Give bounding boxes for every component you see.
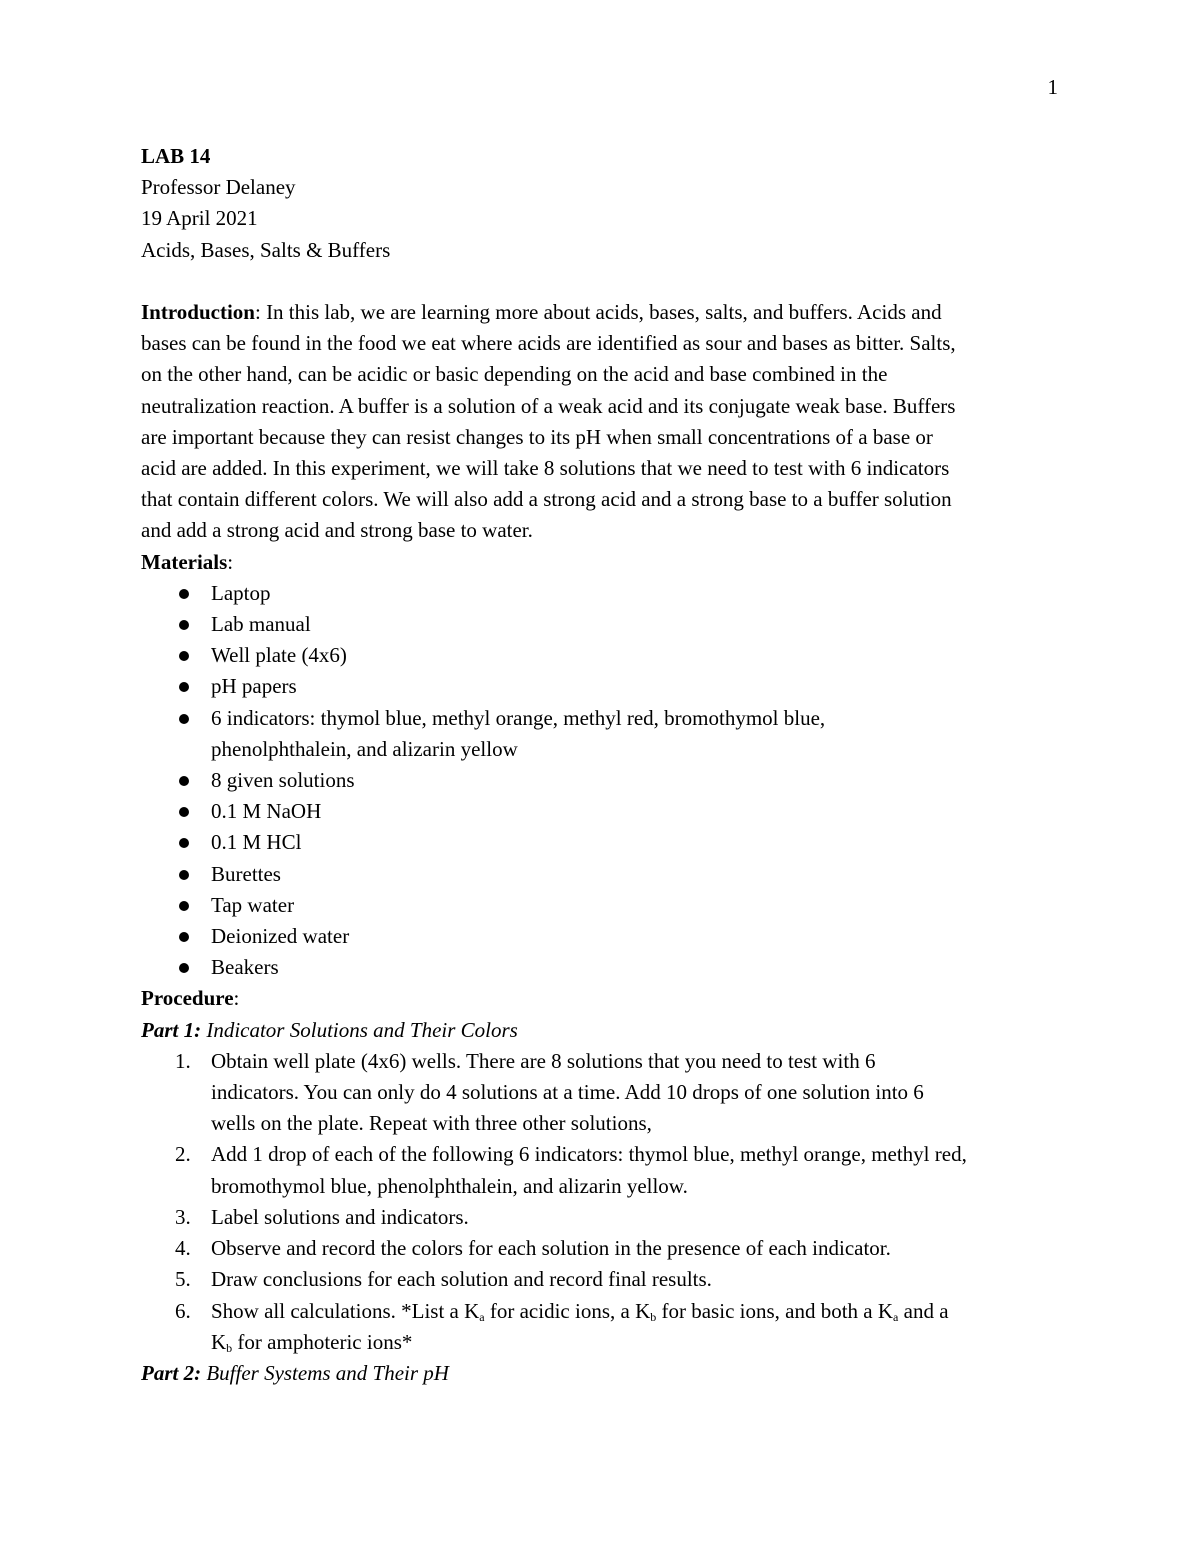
- bullet-icon: [179, 776, 189, 786]
- step-text: Obtain well plate (4x6) wells. There are 8 solutions that you need to test with 6: [211, 1048, 876, 1073]
- part-2-title: Buffer Systems and Their pH: [201, 1360, 449, 1385]
- introduction-section: [141, 297, 1061, 547]
- introduction-text: : In this lab, we are learning more about acids, bases, salts, and buffers. Acids and: [254, 300, 942, 324]
- page-number: 1: [1047, 75, 1058, 99]
- list-item-text: 0.1 M NaOH: [211, 799, 322, 824]
- part-1-label: Part 1:: [141, 1017, 202, 1042]
- list-item: [141, 952, 1061, 983]
- subscript: b: [226, 1340, 233, 1355]
- step-number: 1.: [175, 1048, 191, 1073]
- step-number: 5.: [175, 1267, 191, 1292]
- introduction-line: on the other hand, can be acidic or basic depending on the acid and base combined in the: [141, 362, 888, 387]
- introduction-line: acid are added. In this experiment, we will take 8 solutions that we need to test with 6 indicators: [141, 456, 950, 481]
- list-item: [141, 578, 1061, 609]
- list-item: [141, 609, 1061, 640]
- list-item: [141, 1046, 1061, 1140]
- part-2-label: Part 2:: [141, 1360, 202, 1385]
- materials-label: Materials: [141, 549, 228, 574]
- step-text: for amphoteric ions*: [232, 1329, 413, 1354]
- list-item-text: Deionized water: [211, 924, 350, 949]
- step-text: Observe and record the colors for each solution in the presence of each indicator.: [211, 1236, 891, 1261]
- materials-colon: :: [227, 549, 234, 574]
- introduction-line: and add a strong acid and strong base to water.: [141, 518, 533, 543]
- introduction-line: are important because they can resist changes to its pH when small concentrations of a base or: [141, 424, 933, 449]
- list-item: [141, 1264, 1061, 1295]
- list-item-text: 8 given solutions: [211, 768, 355, 793]
- step-number: 6.: [175, 1298, 191, 1323]
- list-item: [141, 1139, 1061, 1201]
- materials-heading: [141, 547, 1061, 578]
- procedure-label: Procedure: [141, 986, 234, 1011]
- step-text: wells on the plate. Repeat with three other solutions,: [211, 1111, 652, 1136]
- document-body: [141, 141, 1061, 1389]
- step-number: 4.: [175, 1236, 191, 1261]
- bullet-icon: [179, 838, 189, 848]
- list-item: [141, 765, 1061, 796]
- bullet-icon: [179, 901, 189, 911]
- procedure-colon: :: [233, 986, 240, 1011]
- introduction-label: Introduction: [141, 300, 255, 324]
- bullet-icon: [179, 620, 189, 630]
- bullet-icon: [179, 963, 189, 973]
- list-item-text: Laptop: [211, 580, 271, 605]
- step-text: for acidic ions, a K: [484, 1298, 651, 1323]
- part-1-title: Indicator Solutions and Their Colors: [201, 1017, 518, 1042]
- step-text: Draw conclusions for each solution and record final results.: [211, 1267, 712, 1292]
- bullet-icon: [179, 589, 189, 599]
- step-text: Add 1 drop of each of the following 6 indicators: thymol blue, methyl orange, methyl red,: [211, 1142, 967, 1167]
- list-item-text: Well plate (4x6): [211, 643, 347, 668]
- list-item-text: Tap water: [211, 892, 295, 917]
- step-text: and a: [898, 1298, 949, 1323]
- step-text: Show all calculations. *List a K: [211, 1298, 480, 1323]
- list-item: [141, 796, 1061, 827]
- list-item-text-continued: phenolphthalein, and alizarin yellow: [211, 736, 518, 761]
- step-number: 2.: [175, 1142, 191, 1167]
- step-text: for basic ions, and both a K: [656, 1298, 894, 1323]
- bullet-icon: [179, 807, 189, 817]
- step-number: 3.: [175, 1204, 191, 1229]
- bullet-icon: [179, 682, 189, 692]
- part-2-heading: [141, 1358, 1061, 1389]
- lab-topic: Acids, Bases, Salts & Buffers: [141, 237, 391, 262]
- list-item: [141, 1202, 1061, 1233]
- list-item: [141, 921, 1061, 952]
- lab-title: LAB 14: [141, 144, 211, 168]
- list-item: [141, 1233, 1061, 1264]
- list-item-text: Beakers: [211, 955, 279, 980]
- introduction-line: that contain different colors. We will also add a strong acid and a strong base to a buffer solution: [141, 487, 952, 512]
- bullet-icon: [179, 714, 189, 724]
- list-item: [141, 640, 1061, 671]
- list-item: [141, 827, 1061, 858]
- materials-list: [141, 578, 1061, 984]
- procedure-steps: [141, 1046, 1061, 1358]
- list-item-text: Burettes: [211, 861, 281, 886]
- procedure-section: [141, 983, 1061, 1389]
- date: 19 April 2021: [141, 206, 258, 231]
- professor-name: Professor Delaney: [141, 175, 296, 200]
- list-item: [141, 703, 1061, 765]
- bullet-icon: [179, 651, 189, 661]
- step-text: Label solutions and indicators.: [211, 1204, 469, 1229]
- materials-section: [141, 547, 1061, 984]
- subscript: a: [893, 1309, 899, 1324]
- introduction-line: bases can be found in the food we eat where acids are identified as sour and bases as bitter. Salts,: [141, 331, 956, 356]
- list-item: [141, 671, 1061, 702]
- subscript: b: [650, 1309, 657, 1324]
- list-item: [141, 859, 1061, 890]
- list-item-text: 0.1 M HCl: [211, 830, 302, 855]
- list-item: [141, 1296, 1061, 1358]
- introduction-line: neutralization reaction. A buffer is a solution of a weak acid and its conjugate weak base. Buffers: [141, 393, 956, 418]
- step-text: bromothymol blue, phenolphthalein, and alizarin yellow.: [211, 1173, 688, 1198]
- spacer: [141, 266, 1061, 297]
- list-item-text: 6 indicators: thymol blue, methyl orange, methyl red, bromothymol blue,: [211, 705, 826, 730]
- bullet-icon: [179, 932, 189, 942]
- list-item-text: Lab manual: [211, 612, 311, 637]
- step-text: indicators. You can only do 4 solutions at a time. Add 10 drops of one solution into 6: [211, 1080, 924, 1105]
- list-item: [141, 890, 1061, 921]
- introduction-line-1: [141, 297, 1061, 328]
- step-text: K: [211, 1329, 227, 1354]
- part-1-heading: [141, 1015, 1061, 1046]
- subscript: a: [479, 1309, 485, 1324]
- bullet-icon: [179, 870, 189, 880]
- list-item-text: pH papers: [211, 674, 297, 699]
- procedure-heading: [141, 983, 1061, 1014]
